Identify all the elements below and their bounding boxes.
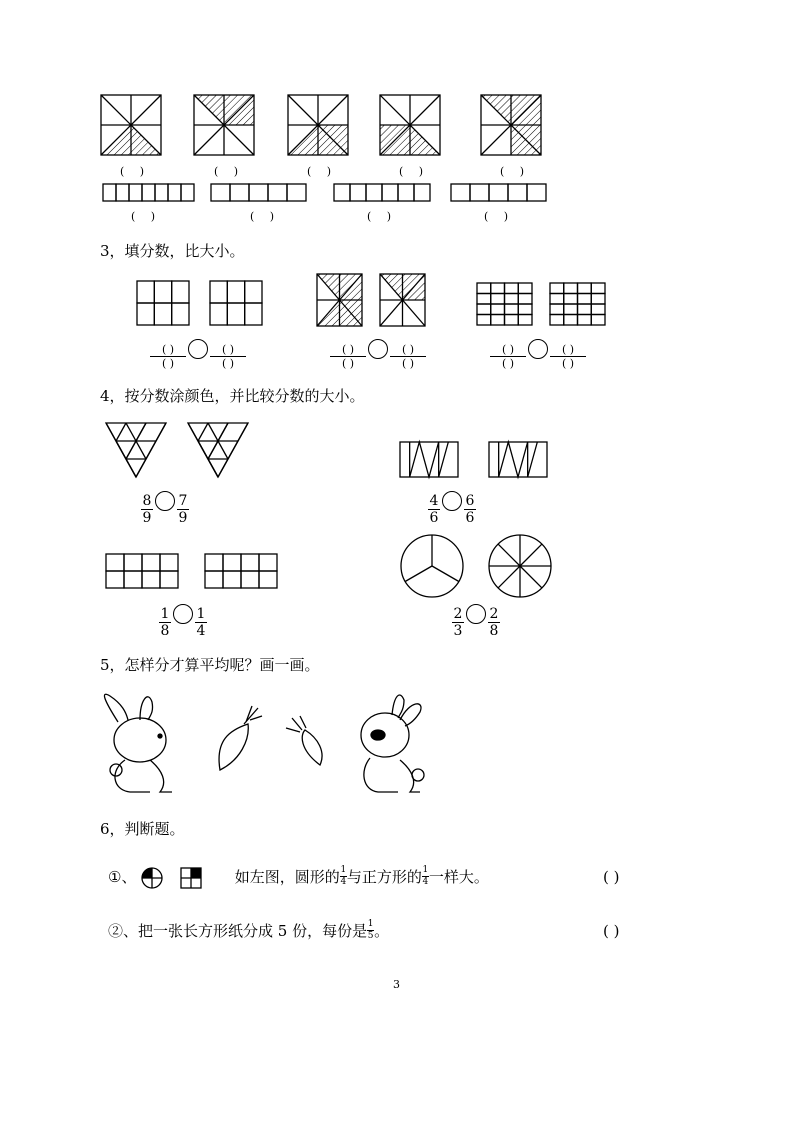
q3-compare-1: ( ) ( ) ( ) ( ) <box>150 338 246 369</box>
carrot-icon <box>286 716 322 765</box>
question-3-title: 3，填分数，比大小。 <box>100 242 245 260</box>
answer-paren: ( ) <box>367 210 398 223</box>
rabbit-right-icon <box>361 695 424 792</box>
quarter-circle-icon <box>141 867 163 889</box>
page-number: 3 <box>393 978 400 991</box>
answer-paren: ( ) <box>603 868 620 886</box>
answer-paren: ( ) <box>214 165 245 178</box>
answer-paren: ( ) <box>500 165 531 178</box>
rabbit-left-icon <box>104 694 172 792</box>
answer-paren: ( ) <box>120 165 151 178</box>
answer-paren: ( ) <box>131 210 162 223</box>
q3-compare-2: ( ) ( ) ( ) ( ) <box>330 338 426 369</box>
q4-compare-2: $\frac{4}{6}$ $\frac{6}{6}$ <box>428 490 476 525</box>
quarter-square-icon <box>180 867 202 889</box>
question-5-title: 5，怎样分才算平均呢？画一画。 <box>100 656 320 674</box>
judgement-item-1: ①、 如左图，圆形的 $\frac{1}{4}$ 与正方形的 $\frac{1}{4}$ 一样大。 <box>108 865 489 887</box>
judgement-item-2: ②、把一张长方形纸分成 5 份，每份是 $\frac{1}{5}$ 。 <box>108 919 390 941</box>
q4-compare-3: $\frac{1}{8}$ $\frac{1}{4}$ <box>159 603 207 638</box>
q4-compare-4: $\frac{2}{3}$ $\frac{2}{8}$ <box>452 603 500 638</box>
question-6-title: 6，判断题。 <box>100 820 185 838</box>
carrot-icon <box>219 706 262 770</box>
question-4-title: 4，按分数涂颜色，并比较分数的大小。 <box>100 387 365 405</box>
q3-compare-3: ( ) ( ) ( ) ( ) <box>490 338 586 369</box>
answer-paren: ( ) <box>603 922 620 940</box>
answer-paren: ( ) <box>484 210 515 223</box>
q4-compare-1: $\frac{8}{9}$ $\frac{7}{9}$ <box>141 490 189 525</box>
answer-paren: ( ) <box>250 210 281 223</box>
answer-paren: ( ) <box>307 165 338 178</box>
answer-paren: ( ) <box>399 165 430 178</box>
